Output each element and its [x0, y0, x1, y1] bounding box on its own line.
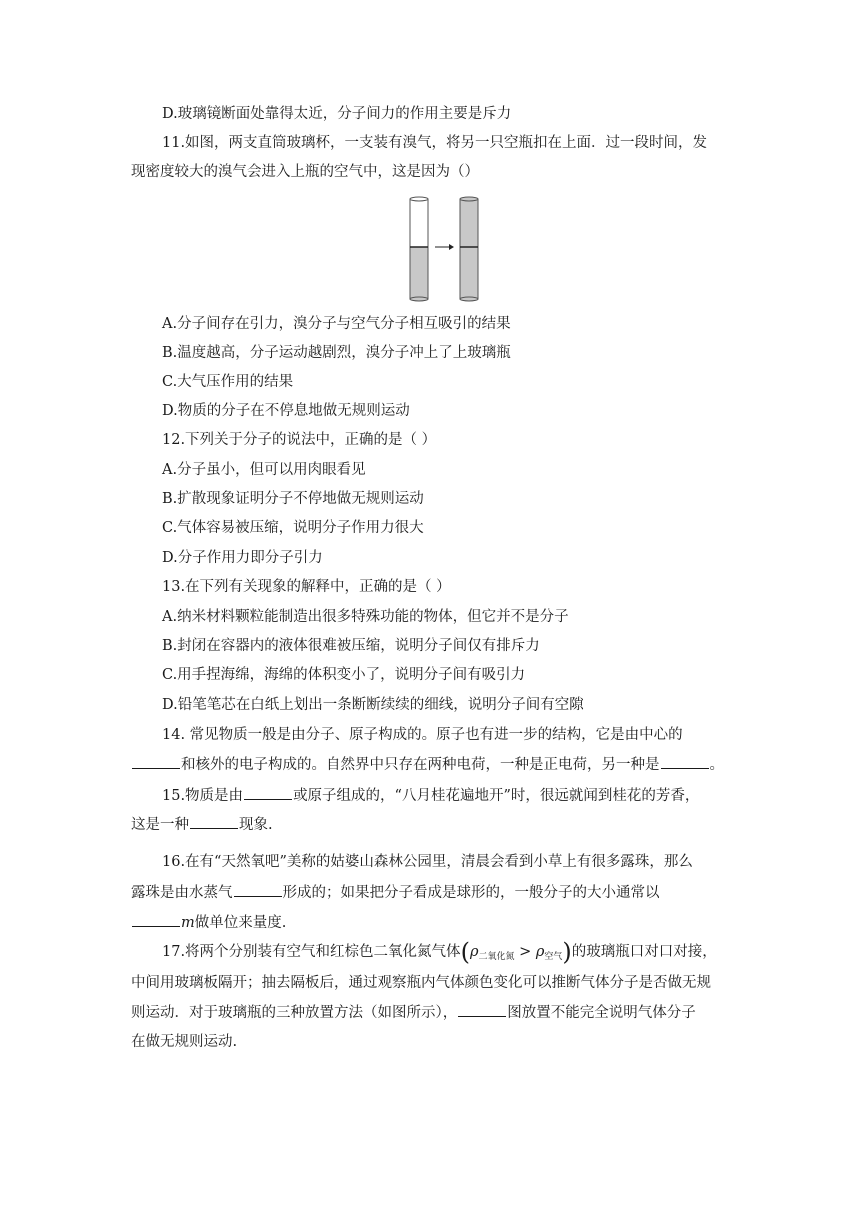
- answer-blank: [661, 754, 709, 769]
- bromine-tubes-figure: [405, 195, 485, 305]
- question-16-stem-cont: 露珠是由水蒸气 形成的；如果把分子看成是球形的，一般分子的大小通常以: [131, 882, 660, 903]
- question-15-stem-cont: 这是一种 现象.: [131, 814, 273, 835]
- question-11-stem: 11.如图，两支直筒玻璃杯，一支装有溴气，将另一只空瓶扣在上面．过一段时间，发: [162, 135, 708, 151]
- left-tube-gas: [410, 247, 428, 299]
- answer-blank: [458, 1002, 506, 1017]
- question-12-option-c: C.气体容易被压缩，说明分子作用力很大: [162, 520, 424, 536]
- option-d-prev: D.玻璃镜断面处靠得太近，分子间力的作用主要是斥力: [162, 106, 512, 122]
- question-12-option-d: D.分子作用力即分子引力: [162, 550, 323, 566]
- left-tube-top: [410, 197, 428, 201]
- right-tube-bottom: [460, 297, 478, 301]
- question-17-stem-cont: 中间用玻璃板隔开；抽去隔板后，通过观察瓶内气体颜色变化可以推断气体分子是否做无规: [131, 975, 711, 991]
- question-16-stem-cont2: m做单位来量度.: [131, 912, 286, 933]
- question-14-stem: 14. 常见物质一般是由分子、原子构成的。原子也有进一步的结构，它是由中心的: [162, 727, 683, 743]
- right-tube-gas: [460, 199, 478, 299]
- question-13-stem: 13.在下列有关现象的解释中，正确的是（ ）: [162, 579, 451, 595]
- right-tube-top: [460, 197, 478, 201]
- question-17-stem-cont3: 在做无规则运动.: [131, 1034, 238, 1050]
- question-15-stem: 15.物质是由 或原子组成的，“八月桂花遍地开”时，很远就闻到桂花的芳香，: [162, 785, 699, 806]
- unit-m: m: [181, 915, 195, 931]
- question-11-option-b: B.温度越高，分子运动越剧烈，溴分子冲上了上玻璃瓶: [162, 345, 511, 361]
- arrow-head: [449, 244, 454, 250]
- question-13-option-c: C.用手捏海绵，海绵的体积变小了，说明分子间有吸引力: [162, 667, 526, 683]
- question-12-option-a: A.分子虽小，但可以用肉眼看见: [162, 462, 366, 478]
- answer-blank: [234, 882, 282, 897]
- question-11-option-a: A.分子间存在引力，溴分子与空气分子相互吸引的结果: [162, 316, 511, 332]
- question-12-stem: 12.下列关于分子的说法中，正确的是（ ）: [162, 432, 437, 448]
- answer-blank: [132, 912, 180, 927]
- question-11-option-c: C.大气压作用的结果: [162, 374, 294, 390]
- left-tube-bottom: [410, 297, 428, 301]
- question-13-option-d: D.铅笔笔芯在白纸上划出一条断断续续的细线，说明分子间有空隙: [162, 697, 584, 713]
- question-14-stem-cont: 和核外的电子构成的。自然界中只存在两种电荷，一种是正电荷，另一种是 。: [131, 754, 724, 775]
- question-17-stem: 17.将两个分别装有空气和红棕色二氧化氮气体$(\rho_{二氧化氮} > \rho_{空气})$的玻璃瓶口对口对接，: [162, 938, 717, 966]
- answer-blank: [132, 754, 180, 769]
- question-13-option-b: B.封闭在容器内的液体很难被压缩，说明分子间仅有排斥力: [162, 638, 540, 654]
- question-11-stem-cont: 现密度较大的溴气会进入上瓶的空气中，这是因为（）: [131, 164, 479, 180]
- question-13-option-a: A.纳米材料颗粒能制造出很多特殊功能的物体，但它并不是分子: [162, 609, 569, 625]
- answer-blank: [244, 785, 292, 800]
- question-16-stem: 16.在有“天然氧吧”美称的姑婆山森林公园里，清晨会看到小草上有很多露珠，那么: [162, 854, 693, 870]
- answer-blank: [190, 814, 238, 829]
- question-17-stem-cont2: 则运动．对于玻璃瓶的三种放置方法（如图所示）， 图放置不能完全说明气体分子: [131, 1002, 696, 1023]
- question-11-option-d: D.物质的分子在不停息地做无规则运动: [162, 403, 410, 419]
- question-12-option-b: B.扩散现象证明分子不停地做无规则运动: [162, 491, 424, 507]
